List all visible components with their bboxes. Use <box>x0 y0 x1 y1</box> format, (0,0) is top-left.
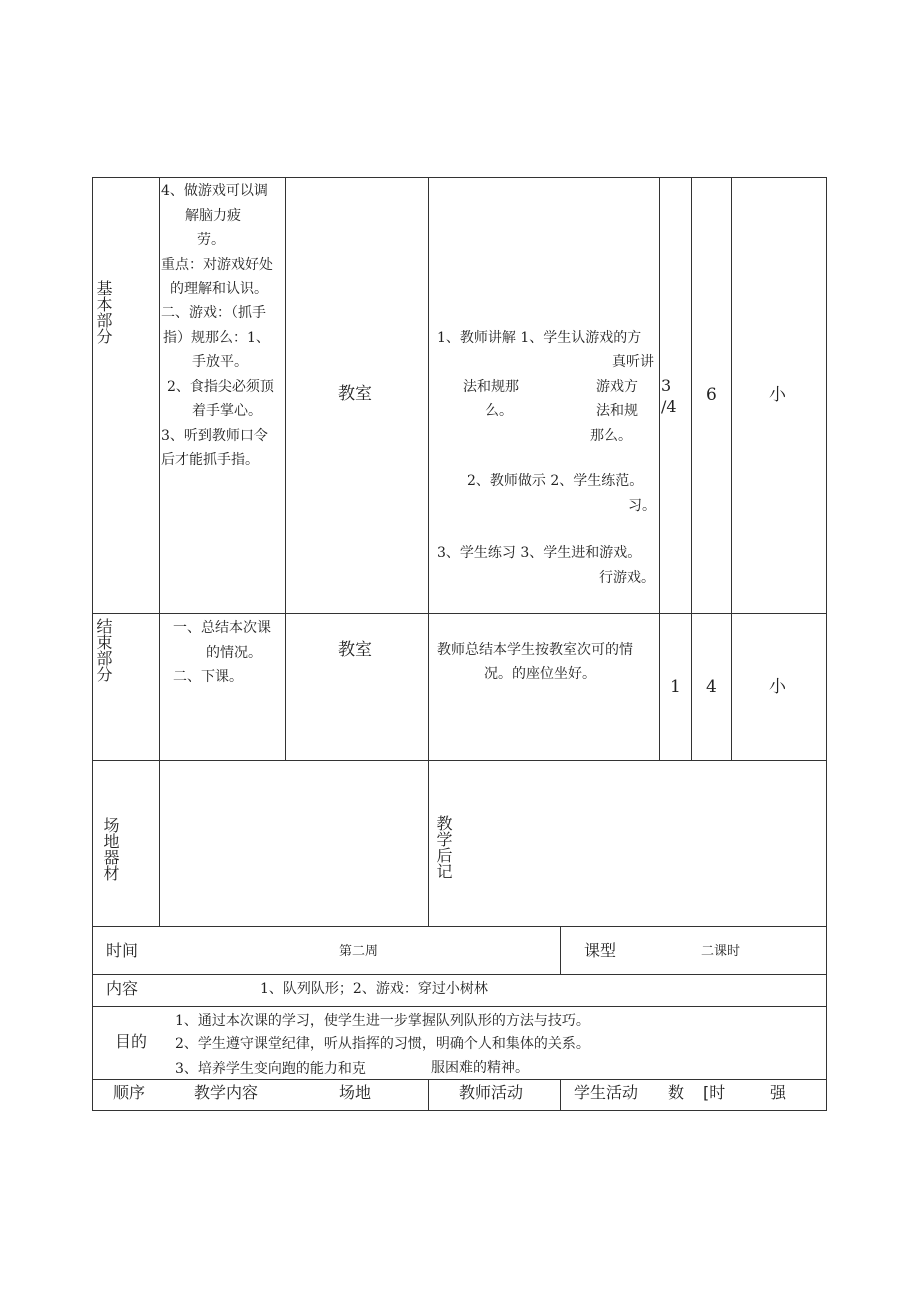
basic-venue: 教室 <box>338 384 372 404</box>
content-line: 二、游戏：（抓手 <box>161 305 266 321</box>
content-line: 的情况。 <box>206 645 262 661</box>
activity-line: 法和规 <box>596 403 638 419</box>
header-time: [时 <box>703 1083 726 1102</box>
activity-line: 游戏方 <box>596 379 638 395</box>
end-time: 4 <box>706 677 717 697</box>
header-order: 顺序 <box>113 1083 146 1102</box>
content-value: 1、队列队形；2、游戏：穿过小树林 <box>260 981 488 997</box>
activity-line: 真听讲 <box>612 354 654 370</box>
end-venue: 教室 <box>338 640 372 660</box>
basic-section-label: 基本部分 <box>94 280 113 344</box>
activity-line: 1、教师讲解 1、学生认游戏的方 <box>437 330 642 346</box>
afterword-label: 教学后记 <box>434 815 453 879</box>
activity-line: 法和规那 <box>463 379 519 395</box>
end-section-label: 结束部分 <box>94 618 113 682</box>
goal-line: 服困难的精神。 <box>431 1060 529 1076</box>
activity-line: 教师总结本学生按教室次可的情 <box>437 642 633 658</box>
header-venue: 场地 <box>339 1083 372 1102</box>
content-line: 4、做游戏可以调 <box>161 183 268 199</box>
header-count: 数 <box>668 1083 685 1102</box>
type-value: 二课时 <box>701 944 741 959</box>
activity-line: 3、学生练习 3、学生进和游戏。 <box>437 545 642 561</box>
content-line: 3、听到教师口令 <box>161 428 268 444</box>
header-intensity: 强 <box>770 1083 787 1102</box>
goal-line: 2、学生遵守课堂纪律，听从指挥的习惯，明确个人和集体的关系。 <box>175 1036 590 1052</box>
activity-line: 那么。 <box>590 428 632 444</box>
time-label: 时间 <box>106 941 139 960</box>
activity-line: 况。的座位坐好。 <box>484 666 596 682</box>
basic-intensity: 小 <box>769 385 786 405</box>
content-line: 的理解和认识。 <box>170 281 268 297</box>
header-teacher-activity: 教师活动 <box>459 1083 524 1102</box>
activity-line: 么。 <box>485 403 513 419</box>
end-count: 1 <box>670 677 681 697</box>
activity-line: 习。 <box>628 498 656 514</box>
content-line: 二、下课。 <box>173 669 243 685</box>
basic-time: 6 <box>706 385 717 405</box>
type-label: 课型 <box>584 941 617 960</box>
goal-line: 3、培养学生变向跑的能力和克 <box>175 1061 366 1077</box>
week-value: 第二周 <box>339 944 379 959</box>
content-line: 后才能抓手指。 <box>161 452 259 468</box>
header-student-activity: 学生活动 <box>574 1083 639 1102</box>
content-line: 一、总结本次课 <box>173 620 271 636</box>
content-label: 内容 <box>106 979 139 998</box>
goal-line: 1、通过本次课的学习，使学生进一步掌握队列队形的方法与技巧。 <box>175 1013 590 1029</box>
content-line: 重点：对游戏好处 <box>161 257 273 273</box>
content-line: 手放平。 <box>192 354 248 370</box>
header-content: 教学内容 <box>194 1083 259 1102</box>
activity-line: 行游戏。 <box>599 570 655 586</box>
basic-count-line1: 3 <box>661 376 672 395</box>
content-line: 劳。 <box>197 232 225 248</box>
content-line: 2、食指尖必须顶 <box>167 379 274 395</box>
end-intensity: 小 <box>769 677 786 697</box>
content-line: 着手掌心。 <box>192 403 262 419</box>
equipment-label: 场地器材 <box>101 817 120 881</box>
basic-count-line2: /4 <box>661 397 677 416</box>
goal-label: 目的 <box>115 1032 148 1051</box>
content-line: 指）规那么：1、 <box>163 330 270 346</box>
activity-line: 2、教师做示 2、学生练范。 <box>467 473 644 489</box>
content-line: 解脑力疲 <box>185 208 241 224</box>
